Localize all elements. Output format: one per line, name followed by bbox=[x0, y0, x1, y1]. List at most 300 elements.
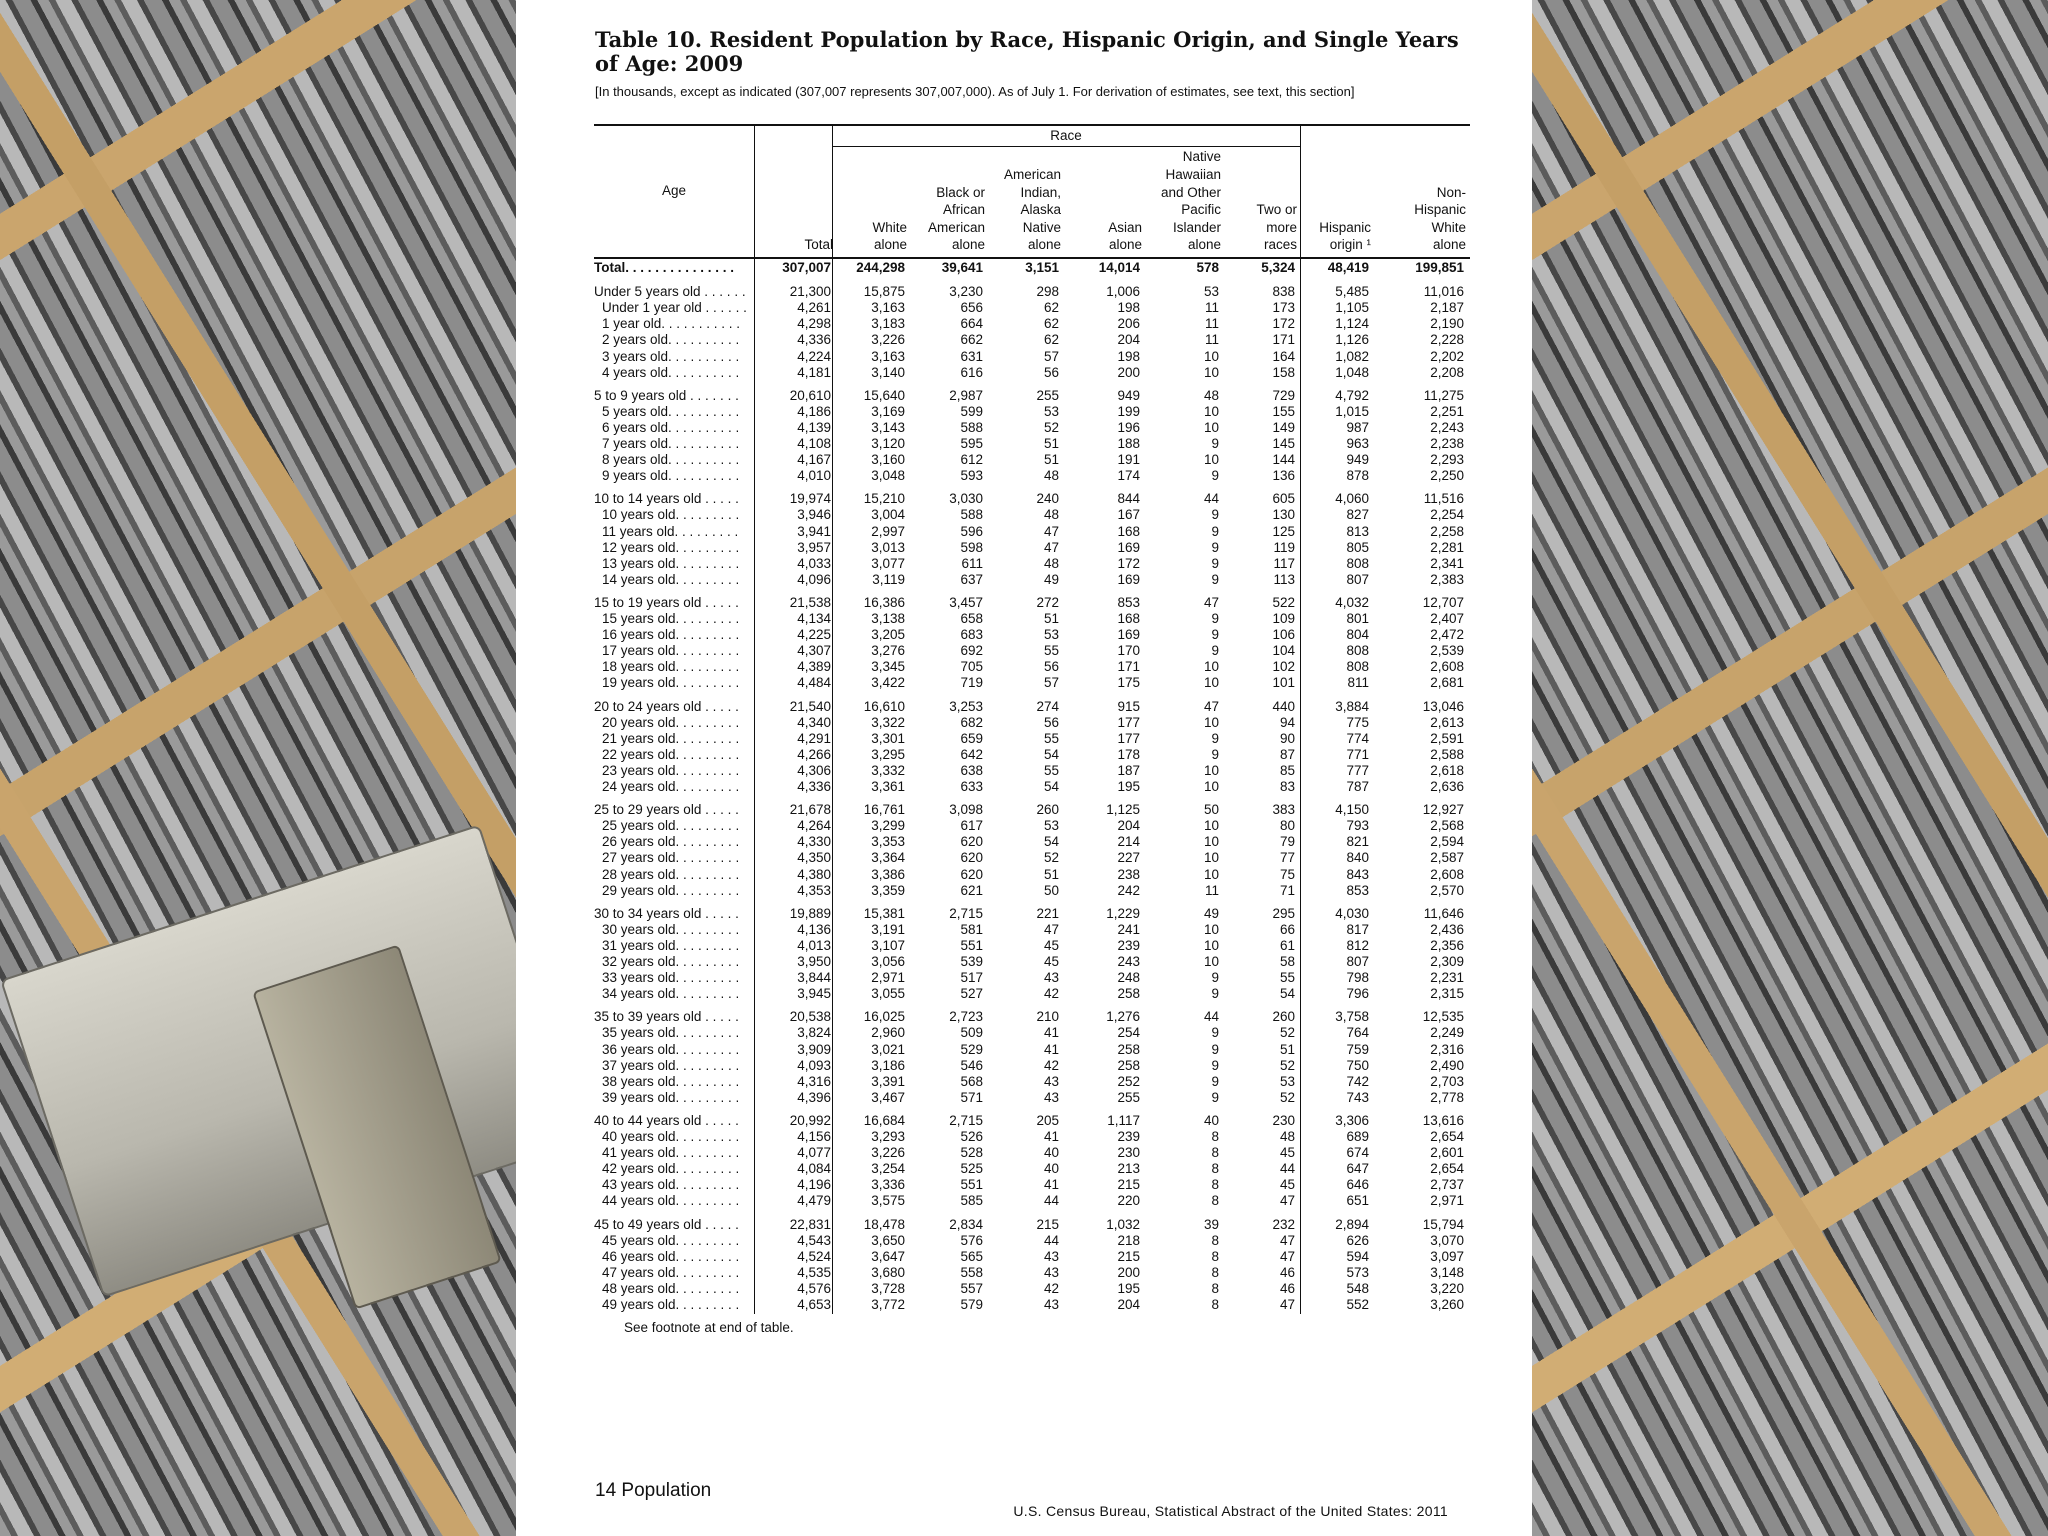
table-cell: 1,126 bbox=[1335, 332, 1369, 348]
row-label: 15 to 19 years old . . . . . bbox=[594, 594, 739, 610]
row-label: 18 years old. . . . . . . . . bbox=[602, 659, 740, 675]
table-cell: 50 bbox=[1043, 882, 1059, 898]
table-cell: 4,134 bbox=[797, 611, 831, 626]
table-title: Table 10. Resident Population by Race, Hispanic Origin, and Single Years of Age: 2009 bbox=[595, 27, 1459, 76]
table-cell: 3,884 bbox=[1335, 698, 1369, 714]
table-cell: 3,055 bbox=[871, 986, 905, 1002]
table-cell: 3,301 bbox=[871, 730, 905, 746]
table-cell: 2,250 bbox=[1430, 468, 1464, 484]
table-cell: 47 bbox=[1203, 594, 1219, 610]
table-cell: 9 bbox=[1211, 539, 1219, 555]
table-cell: 56 bbox=[1043, 364, 1059, 380]
table-cell: 3,021 bbox=[871, 1041, 905, 1057]
table-cell: 44 bbox=[1203, 491, 1219, 507]
table-cell: 55 bbox=[1043, 730, 1059, 746]
table-cell: 50 bbox=[1203, 802, 1219, 818]
table-cell: 56 bbox=[1043, 659, 1059, 675]
table-cell: 9 bbox=[1211, 507, 1219, 523]
table-cell: 2,894 bbox=[1335, 1216, 1369, 1232]
table-cell: 52 bbox=[1043, 850, 1059, 866]
table-cell: 20,610 bbox=[789, 387, 831, 403]
table-cell: 2,636 bbox=[1430, 779, 1464, 794]
table-cell: 588 bbox=[960, 419, 983, 435]
row-label: 1 year old. . . . . . . . . . . bbox=[602, 316, 741, 332]
column-header-1: Total bbox=[804, 237, 833, 253]
row-label: 13 years old. . . . . . . . . bbox=[602, 555, 740, 571]
table-cell: 53 bbox=[1043, 403, 1059, 419]
table-cell: 51 bbox=[1043, 611, 1059, 626]
table-cell: 10 bbox=[1203, 659, 1219, 675]
table-cell: 215 bbox=[1117, 1177, 1140, 1193]
table-cell: 598 bbox=[960, 539, 983, 555]
table-cell: 3,336 bbox=[871, 1177, 905, 1193]
table-cell: 2,228 bbox=[1430, 332, 1464, 348]
row-label: 37 years old. . . . . . . . . bbox=[602, 1057, 740, 1073]
table-cell: 16,386 bbox=[863, 594, 905, 610]
table-cell: 39,641 bbox=[941, 260, 983, 275]
table-cell: 3,169 bbox=[871, 403, 905, 419]
table-cell: 4,653 bbox=[797, 1297, 831, 1312]
table-cell: 1,276 bbox=[1106, 1009, 1140, 1025]
table-cell: 21,540 bbox=[789, 698, 831, 714]
table-cell: 10 bbox=[1203, 762, 1219, 778]
footnote: See footnote at end of table. bbox=[624, 1320, 794, 1335]
table-cell: 4,167 bbox=[797, 452, 831, 468]
table-cell: 62 bbox=[1043, 316, 1059, 332]
table-cell: 4,108 bbox=[797, 436, 831, 451]
row-label: 44 years old. . . . . . . . . bbox=[602, 1193, 740, 1209]
type-case-photo-right bbox=[1532, 0, 2048, 1536]
table-cell: 2,243 bbox=[1430, 419, 1464, 435]
table-cell: 821 bbox=[1346, 834, 1369, 850]
row-label: 24 years old. . . . . . . . . bbox=[602, 779, 740, 794]
table-cell: 3,138 bbox=[871, 611, 905, 626]
table-cell: 11,516 bbox=[1423, 491, 1464, 507]
table-cell: 2,187 bbox=[1430, 300, 1464, 316]
table-cell: 41 bbox=[1043, 1177, 1059, 1193]
table-cell: 3,941 bbox=[797, 523, 831, 539]
table-cell: 509 bbox=[960, 1025, 983, 1041]
table-cell: 22,831 bbox=[789, 1216, 831, 1232]
table-cell: 187 bbox=[1117, 762, 1140, 778]
table-cell: 3,758 bbox=[1335, 1009, 1369, 1025]
table-cell: 49 bbox=[1203, 905, 1219, 921]
table-cell: 52 bbox=[1043, 419, 1059, 435]
table-cell: 838 bbox=[1272, 284, 1295, 300]
table-cell: 1,006 bbox=[1106, 284, 1140, 300]
table-cell: 2,238 bbox=[1430, 436, 1464, 451]
row-label: 16 years old. . . . . . . . . bbox=[602, 627, 740, 643]
table-cell: 46 bbox=[1279, 1264, 1295, 1280]
table-cell: 637 bbox=[960, 571, 983, 587]
row-label: Total. . . . . . . . . . . . . . . bbox=[594, 260, 735, 275]
table-cell: 750 bbox=[1346, 1057, 1369, 1073]
table-cell: 44 bbox=[1043, 1193, 1059, 1209]
column-header-8: Hispanic origin ¹ bbox=[1319, 219, 1371, 253]
table-cell: 10 bbox=[1203, 834, 1219, 850]
column-header-4: American Indian, Alaska Native alone bbox=[1003, 167, 1061, 253]
table-cell: 2,208 bbox=[1430, 364, 1464, 380]
table-cell: 844 bbox=[1117, 491, 1140, 507]
table-cell: 8 bbox=[1211, 1193, 1219, 1209]
table-cell: 2,341 bbox=[1430, 555, 1464, 571]
table-cell: 10 bbox=[1203, 364, 1219, 380]
table-cell: 43 bbox=[1043, 1248, 1059, 1264]
table-cell: 742 bbox=[1346, 1073, 1369, 1089]
table-cell: 167 bbox=[1117, 507, 1140, 523]
table-cell: 3,361 bbox=[871, 779, 905, 794]
table-cell: 61 bbox=[1279, 937, 1295, 953]
table-cell: 4,264 bbox=[797, 818, 831, 834]
table-cell: 15,640 bbox=[863, 387, 905, 403]
table-cell: 674 bbox=[1346, 1145, 1369, 1161]
table-cell: 2,231 bbox=[1430, 970, 1464, 986]
table-cell: 1,105 bbox=[1335, 300, 1369, 316]
table-cell: 656 bbox=[960, 300, 983, 316]
table-cell: 3,048 bbox=[871, 468, 905, 484]
table-cell: 4,032 bbox=[1335, 594, 1369, 610]
table-cell: 9 bbox=[1211, 1089, 1219, 1105]
table-cell: 963 bbox=[1346, 436, 1369, 451]
table-cell: 4,353 bbox=[797, 882, 831, 898]
row-label: 7 years old. . . . . . . . . . bbox=[602, 436, 740, 451]
table-cell: 168 bbox=[1117, 523, 1140, 539]
table-cell: 46 bbox=[1279, 1280, 1295, 1296]
table-cell: 801 bbox=[1346, 611, 1369, 626]
table-cell: 205 bbox=[1036, 1112, 1059, 1128]
table-cell: 41 bbox=[1043, 1041, 1059, 1057]
table-cell: 568 bbox=[960, 1073, 983, 1089]
table-cell: 4,139 bbox=[797, 419, 831, 435]
table-cell: 3,260 bbox=[1430, 1297, 1464, 1312]
table-cell: 2,588 bbox=[1430, 746, 1464, 762]
table-cell: 252 bbox=[1117, 1073, 1140, 1089]
table-cell: 10 bbox=[1203, 452, 1219, 468]
table-cell: 662 bbox=[960, 332, 983, 348]
table-cell: 101 bbox=[1272, 675, 1295, 691]
table-cell: 9 bbox=[1211, 730, 1219, 746]
table-cell: 596 bbox=[960, 523, 983, 539]
table-cell: 3,353 bbox=[871, 834, 905, 850]
table-cell: 4,093 bbox=[797, 1057, 831, 1073]
table-cell: 9 bbox=[1211, 436, 1219, 451]
row-label: 11 years old. . . . . . . . . bbox=[602, 523, 739, 539]
table-cell: 2,618 bbox=[1430, 762, 1464, 778]
table-cell: 3,950 bbox=[797, 954, 831, 969]
table-cell: 48 bbox=[1043, 507, 1059, 523]
row-label: 2 years old. . . . . . . . . . bbox=[602, 332, 740, 348]
table-cell: 817 bbox=[1346, 921, 1369, 937]
table-cell: 56 bbox=[1043, 714, 1059, 730]
table-cell: 9 bbox=[1211, 1057, 1219, 1073]
table-cell: 2,490 bbox=[1430, 1057, 1464, 1073]
table-cell: 48,419 bbox=[1327, 260, 1369, 275]
table-cell: 2,613 bbox=[1430, 714, 1464, 730]
table-cell: 4,013 bbox=[797, 937, 831, 953]
table-cell: 777 bbox=[1346, 762, 1369, 778]
table-cell: 20,992 bbox=[789, 1112, 831, 1128]
table-cell: 195 bbox=[1117, 1280, 1140, 1296]
race-span-rule bbox=[832, 146, 1301, 147]
table-cell: 1,125 bbox=[1106, 802, 1140, 818]
table-cell: 3,004 bbox=[871, 507, 905, 523]
table-cell: 188 bbox=[1117, 436, 1140, 451]
row-label: Under 1 year old . . . . . . bbox=[602, 300, 747, 316]
table-cell: 3,276 bbox=[871, 643, 905, 659]
table-cell: 47 bbox=[1279, 1232, 1295, 1248]
table-cell: 2,587 bbox=[1430, 850, 1464, 866]
table-cell: 3,191 bbox=[871, 921, 905, 937]
table-cell: 651 bbox=[1346, 1193, 1369, 1209]
table-cell: 15,875 bbox=[863, 284, 905, 300]
table-cell: 102 bbox=[1272, 659, 1295, 675]
table-cell: 759 bbox=[1346, 1041, 1369, 1057]
table-cell: 117 bbox=[1273, 555, 1295, 571]
table-cell: 4,484 bbox=[797, 675, 831, 691]
table-cell: 4,150 bbox=[1335, 802, 1369, 818]
table-cell: 578 bbox=[1196, 260, 1219, 275]
table-cell: 62 bbox=[1043, 332, 1059, 348]
table-cell: 53 bbox=[1279, 1073, 1295, 1089]
table-cell: 10 bbox=[1203, 954, 1219, 969]
table-cell: 21,678 bbox=[789, 802, 831, 818]
row-label: 17 years old. . . . . . . . . bbox=[602, 643, 740, 659]
table-cell: 2,316 bbox=[1430, 1041, 1464, 1057]
table-cell: 243 bbox=[1117, 954, 1140, 969]
row-label: 49 years old. . . . . . . . . bbox=[602, 1297, 740, 1312]
table-cell: 804 bbox=[1346, 627, 1369, 643]
table-cell: 1,082 bbox=[1335, 348, 1369, 364]
table-cell: 3,422 bbox=[871, 675, 905, 691]
table-cell: 172 bbox=[1117, 555, 1140, 571]
table-cell: 2,472 bbox=[1430, 627, 1464, 643]
table-cell: 2,971 bbox=[1430, 1193, 1464, 1209]
row-label: 33 years old. . . . . . . . . bbox=[602, 970, 740, 986]
table-cell: 258 bbox=[1117, 1057, 1140, 1073]
table-cell: 9 bbox=[1211, 468, 1219, 484]
table-cell: 4,224 bbox=[797, 348, 831, 364]
table-cell: 2,293 bbox=[1430, 452, 1464, 468]
table-cell: 232 bbox=[1272, 1216, 1295, 1232]
table-cell: 52 bbox=[1279, 1025, 1295, 1041]
table-cell: 14,014 bbox=[1098, 260, 1140, 275]
table-cell: 9 bbox=[1211, 970, 1219, 986]
table-cell: 2,703 bbox=[1430, 1073, 1464, 1089]
table-cell: 743 bbox=[1346, 1089, 1369, 1105]
table-cell: 1,124 bbox=[1335, 316, 1369, 332]
row-label: 34 years old. . . . . . . . . bbox=[602, 986, 740, 1002]
table-cell: 3,332 bbox=[871, 762, 905, 778]
table-cell: 87 bbox=[1279, 746, 1295, 762]
table-cell: 2,190 bbox=[1430, 316, 1464, 332]
table-cell: 195 bbox=[1117, 779, 1140, 794]
table-cell: 4,389 bbox=[797, 659, 831, 675]
row-label: 8 years old. . . . . . . . . . bbox=[602, 452, 740, 468]
table-cell: 729 bbox=[1272, 387, 1295, 403]
table-cell: 51 bbox=[1279, 1041, 1295, 1057]
table-cell: 2,570 bbox=[1430, 882, 1464, 898]
table-cell: 172 bbox=[1272, 316, 1295, 332]
table-cell: 565 bbox=[960, 1248, 983, 1264]
table-cell: 3,647 bbox=[871, 1248, 905, 1264]
table-cell: 10 bbox=[1203, 403, 1219, 419]
table-cell: 9 bbox=[1211, 571, 1219, 587]
table-cell: 605 bbox=[1272, 491, 1295, 507]
table-cell: 9 bbox=[1211, 555, 1219, 571]
table-cell: 719 bbox=[960, 675, 983, 691]
table-cell: 10 bbox=[1203, 937, 1219, 953]
table-cell: 16,684 bbox=[863, 1112, 905, 1128]
table-cell: 218 bbox=[1117, 1232, 1140, 1248]
table-cell: 4,330 bbox=[797, 834, 831, 850]
row-label: 40 years old. . . . . . . . . bbox=[602, 1129, 740, 1144]
table-cell: 119 bbox=[1273, 539, 1295, 555]
table-cell: 54 bbox=[1279, 986, 1295, 1002]
table-cell: 255 bbox=[1117, 1089, 1140, 1105]
table-cell: 4,340 bbox=[797, 714, 831, 730]
table-cell: 307,007 bbox=[782, 260, 831, 275]
table-cell: 2,309 bbox=[1430, 954, 1464, 969]
table-cell: 52 bbox=[1279, 1089, 1295, 1105]
table-cell: 10 bbox=[1203, 866, 1219, 882]
table-cell: 3,098 bbox=[949, 802, 983, 818]
table-cell: 807 bbox=[1346, 954, 1369, 969]
table-cell: 612 bbox=[960, 452, 983, 468]
table-cell: 915 bbox=[1117, 698, 1140, 714]
row-label: 20 years old. . . . . . . . . bbox=[602, 714, 740, 730]
table-cell: 2,654 bbox=[1430, 1161, 1464, 1177]
table-cell: 2,254 bbox=[1430, 507, 1464, 523]
table-cell: 10 bbox=[1203, 921, 1219, 937]
table-cell: 42 bbox=[1043, 986, 1059, 1002]
table-cell: 11,275 bbox=[1423, 387, 1464, 403]
table-cell: 949 bbox=[1346, 452, 1369, 468]
table-cell: 808 bbox=[1346, 643, 1369, 659]
table-cell: 198 bbox=[1117, 348, 1140, 364]
row-label: 19 years old. . . . . . . . . bbox=[602, 675, 740, 691]
table-cell: 526 bbox=[960, 1129, 983, 1144]
row-label: 45 years old. . . . . . . . . bbox=[602, 1232, 740, 1248]
table-cell: 2,715 bbox=[949, 1112, 983, 1128]
table-cell: 617 bbox=[960, 818, 983, 834]
table-cell: 42 bbox=[1043, 1057, 1059, 1073]
table-cell: 3,140 bbox=[871, 364, 905, 380]
row-label: 46 years old. . . . . . . . . bbox=[602, 1248, 740, 1264]
table-cell: 4,380 bbox=[797, 866, 831, 882]
table-cell: 178 bbox=[1117, 746, 1140, 762]
table-cell: 11,016 bbox=[1423, 284, 1464, 300]
table-cell: 4,524 bbox=[797, 1248, 831, 1264]
table-cell: 576 bbox=[960, 1232, 983, 1248]
table-cell: 53 bbox=[1043, 818, 1059, 834]
table-cell: 54 bbox=[1043, 779, 1059, 794]
table-cell: 41 bbox=[1043, 1129, 1059, 1144]
table-cell: 210 bbox=[1036, 1009, 1059, 1025]
table-cell: 2,723 bbox=[949, 1009, 983, 1025]
table-cell: 611 bbox=[961, 555, 983, 571]
table-cell: 4,576 bbox=[797, 1280, 831, 1296]
table-cell: 215 bbox=[1036, 1216, 1059, 1232]
table-cell: 3,295 bbox=[871, 746, 905, 762]
table-cell: 3,364 bbox=[871, 850, 905, 866]
table-cell: 75 bbox=[1279, 866, 1295, 882]
table-cell: 633 bbox=[960, 779, 983, 794]
table-cell: 206 bbox=[1117, 316, 1140, 332]
table-cell: 573 bbox=[1346, 1264, 1369, 1280]
table-cell: 169 bbox=[1117, 539, 1140, 555]
row-label: 27 years old. . . . . . . . . bbox=[602, 850, 740, 866]
table-cell: 3,359 bbox=[871, 882, 905, 898]
table-cell: 1,015 bbox=[1335, 403, 1369, 419]
table-cell: 658 bbox=[960, 611, 983, 626]
table-cell: 40 bbox=[1043, 1145, 1059, 1161]
table-cell: 199,851 bbox=[1415, 260, 1464, 275]
table-cell: 3,322 bbox=[871, 714, 905, 730]
table-cell: 638 bbox=[960, 762, 983, 778]
document-page bbox=[516, 0, 1532, 1536]
table-cell: 10 bbox=[1203, 419, 1219, 435]
header-bottom-rule bbox=[594, 257, 1470, 259]
table-cell: 808 bbox=[1346, 555, 1369, 571]
table-cell: 2,971 bbox=[871, 970, 905, 986]
table-cell: 827 bbox=[1346, 507, 1369, 523]
table-cell: 15,381 bbox=[863, 905, 905, 921]
table-cell: 4,060 bbox=[1335, 491, 1369, 507]
page-footer-right: U.S. Census Bureau, Statistical Abstract of the United States: 2011 bbox=[1013, 1503, 1448, 1519]
table-cell: 3,226 bbox=[871, 332, 905, 348]
table-cell: 66 bbox=[1279, 921, 1295, 937]
table-cell: 8 bbox=[1211, 1232, 1219, 1248]
table-cell: 54 bbox=[1043, 746, 1059, 762]
table-cell: 4,186 bbox=[797, 403, 831, 419]
table-cell: 55 bbox=[1043, 762, 1059, 778]
row-label: 35 to 39 years old . . . . . bbox=[594, 1009, 739, 1025]
page-footer-left: 14 Population bbox=[595, 1480, 712, 1501]
table-cell: 705 bbox=[960, 659, 983, 675]
table-cell: 10 bbox=[1203, 850, 1219, 866]
table-cell: 221 bbox=[1036, 905, 1059, 921]
table-cell: 40 bbox=[1043, 1161, 1059, 1177]
table-cell: 244,298 bbox=[856, 260, 905, 275]
table-cell: 42 bbox=[1043, 1280, 1059, 1296]
table-cell: 3,253 bbox=[949, 698, 983, 714]
table-cell: 4,316 bbox=[797, 1073, 831, 1089]
table-subtitle: [In thousands, except as indicated (307,007 represents 307,007,000). As of July 1. For derivation of estimates, see text, this section] bbox=[595, 84, 1355, 99]
row-label: 23 years old. . . . . . . . . bbox=[602, 762, 740, 778]
table-cell: 4,084 bbox=[797, 1161, 831, 1177]
row-label: 31 years old. . . . . . . . . bbox=[602, 937, 740, 953]
table-cell: 230 bbox=[1117, 1145, 1140, 1161]
table-cell: 805 bbox=[1346, 539, 1369, 555]
table-cell: 43 bbox=[1043, 970, 1059, 986]
table-cell: 2,539 bbox=[1430, 643, 1464, 659]
table-cell: 83 bbox=[1279, 779, 1295, 794]
table-cell: 579 bbox=[960, 1297, 983, 1312]
table-cell: 215 bbox=[1117, 1248, 1140, 1264]
table-cell: 48 bbox=[1043, 468, 1059, 484]
table-cell: 144 bbox=[1272, 452, 1295, 468]
table-cell: 51 bbox=[1043, 436, 1059, 451]
table-cell: 793 bbox=[1346, 818, 1369, 834]
table-cell: 15,210 bbox=[863, 491, 905, 507]
table-cell: 13,616 bbox=[1422, 1112, 1464, 1128]
row-label: 26 years old. . . . . . . . . bbox=[602, 834, 740, 850]
table-cell: 551 bbox=[960, 1177, 983, 1193]
table-cell: 2,258 bbox=[1430, 523, 1464, 539]
table-cell: 3,070 bbox=[1430, 1232, 1464, 1248]
table-cell: 94 bbox=[1279, 714, 1295, 730]
table-cell: 8 bbox=[1211, 1161, 1219, 1177]
